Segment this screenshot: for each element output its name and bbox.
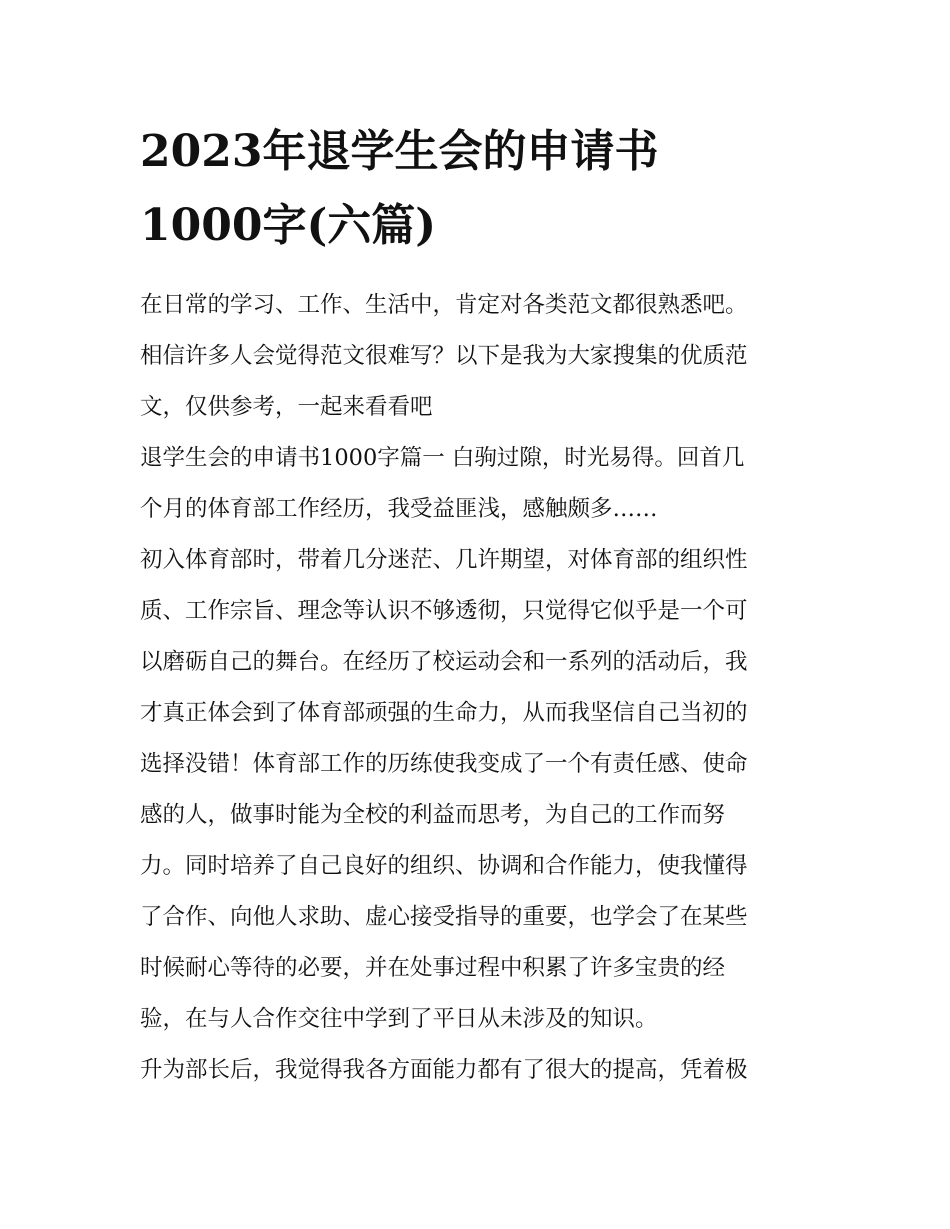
paragraph-promotion [140,1045,820,1096]
text-line: 个月的体育部工作经历，我受益匪浅，感触颇多…… [140,496,658,522]
paragraph-experience [140,535,820,1045]
text-line: 感的人，做事时能为全校的利益而思考，为自己的工作而努 [140,802,726,828]
text-line: 文，仅供参考，一起来看看吧 [140,394,433,420]
text-line: 质、工作宗旨、理念等认识不够透彻，只觉得它似乎是一个可 [140,598,748,624]
text-line: 验，在与人合作交往中学到了平日从未涉及的知识。 [140,1006,658,1032]
text-line: 在日常的学习、工作、生活中，肯定对各类范文都很熟悉吧。 [140,292,748,318]
text-line: 时候耐心等待的必要，并在处事过程中积累了许多宝贵的经 [140,955,726,981]
title-line-1: 2023年退学生会的申请书 [140,126,659,177]
text-line: 初入体育部时，带着几分迷茫、几许期望，对体育部的组织性 [140,547,748,573]
text-line: 相信许多人会觉得范文很难写？以下是我为大家搜集的优质范 [140,343,748,369]
text-line: 选择没错！体育部工作的历练使我变成了一个有责任感、使命 [140,751,748,777]
text-line: 退学生会的申请书1000字篇一 白驹过隙，时光易得。回首几 [140,445,745,471]
text-line: 力。同时培养了自己良好的组织、协调和合作能力，使我懂得 [140,853,748,879]
document-body [140,280,820,1096]
paragraph-section-one-heading [140,433,820,535]
text-line: 升为部长后，我觉得我各方面能力都有了很大的提高，凭着极 [140,1057,748,1083]
title-line-2: 1000字(六篇) [140,200,437,251]
text-line: 了合作、向他人求助、虚心接受指导的重要，也学会了在某些 [140,904,748,930]
text-line: 才真正体会到了体育部顽强的生命力，从而我坚信自己当初的 [140,700,748,726]
text-line: 以磨砺自己的舞台。在经历了校运动会和一系列的活动后，我 [140,649,748,675]
document-title [140,115,820,263]
paragraph-intro [140,280,820,433]
